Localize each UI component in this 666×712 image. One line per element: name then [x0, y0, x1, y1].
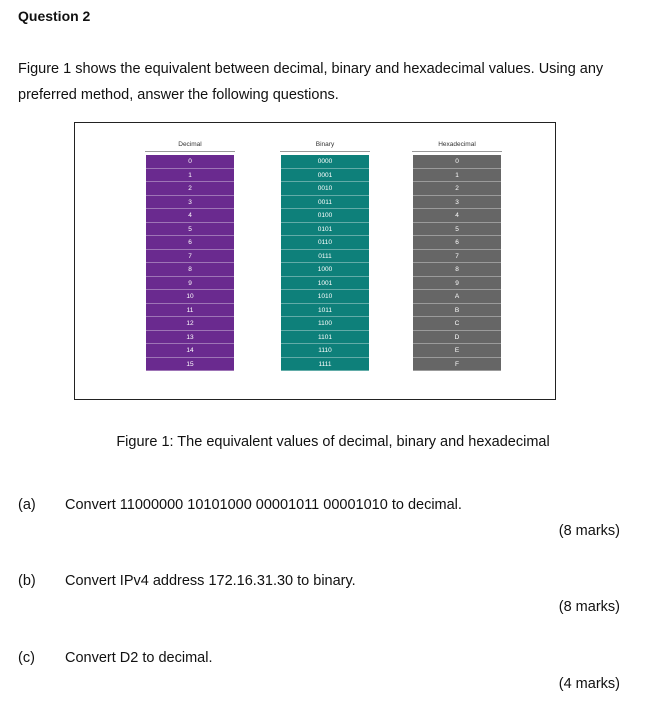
binary-cell: 0000: [281, 155, 369, 169]
hexadecimal-column-header: Hexadecimal: [412, 141, 502, 152]
hexadecimal-cell: 5: [413, 223, 501, 237]
binary-cell: 1110: [281, 344, 369, 358]
binary-cell: 1100: [281, 317, 369, 331]
hexadecimal-cell: 8: [413, 263, 501, 277]
part-b-marks: (8 marks): [558, 599, 620, 615]
part-b-label: (b): [18, 573, 36, 589]
hexadecimal-cell: E: [413, 344, 501, 358]
hexadecimal-cell: C: [413, 317, 501, 331]
hexadecimal-column: [413, 141, 501, 371]
binary-column: [281, 141, 369, 371]
question-intro: Figure 1 shows the equivalent between decimal, binary and hexadecimal values. Using any preferred method, answer the following questions.: [18, 61, 604, 103]
binary-cell: 1000: [281, 263, 369, 277]
decimal-cell: 4: [146, 209, 234, 223]
decimal-cell: 10: [146, 290, 234, 304]
decimal-cell: 0: [146, 155, 234, 169]
decimal-cell: 13: [146, 331, 234, 345]
decimal-cell: 5: [146, 223, 234, 237]
binary-cell: 0111: [281, 250, 369, 264]
binary-cell: 0010: [281, 182, 369, 196]
hexadecimal-cell: 0: [413, 155, 501, 169]
figure-caption: Figure 1: The equivalent values of decimal, binary and hexadecimal: [116, 434, 550, 450]
decimal-cell: 1: [146, 169, 234, 183]
decimal-column-header: Decimal: [145, 141, 235, 152]
hexadecimal-cell: 2: [413, 182, 501, 196]
part-c-marks: (4 marks): [558, 676, 620, 692]
decimal-cell: 15: [146, 358, 234, 372]
hexadecimal-cell: 1: [413, 169, 501, 183]
binary-cell: 0011: [281, 196, 369, 210]
hexadecimal-cell: D: [413, 331, 501, 345]
decimal-cell: 12: [146, 317, 234, 331]
hexadecimal-cell: F: [413, 358, 501, 372]
part-c-text: Convert D2 to decimal.: [65, 650, 213, 666]
binary-cell: 1001: [281, 277, 369, 291]
part-b-text: Convert IPv4 address 172.16.31.30 to binary.: [65, 573, 356, 589]
binary-cell: 0110: [281, 236, 369, 250]
decimal-cell: 14: [146, 344, 234, 358]
decimal-cell: 2: [146, 182, 234, 196]
decimal-cell: 11: [146, 304, 234, 318]
binary-cell: 1101: [281, 331, 369, 345]
binary-column-header: Binary: [280, 141, 370, 152]
binary-cell: 1111: [281, 358, 369, 372]
part-a-text: Convert 11000000 10101000 00001011 00001010 to decimal.: [65, 497, 462, 513]
decimal-cell: 3: [146, 196, 234, 210]
part-a-marks: (8 marks): [558, 523, 620, 539]
hexadecimal-cell: 7: [413, 250, 501, 264]
binary-cell: 0001: [281, 169, 369, 183]
question-title: Question 2: [18, 8, 91, 24]
hexadecimal-cell: 6: [413, 236, 501, 250]
hexadecimal-cell: B: [413, 304, 501, 318]
decimal-cell: 8: [146, 263, 234, 277]
binary-cell: 0100: [281, 209, 369, 223]
decimal-column: [146, 141, 234, 371]
part-c-label: (c): [18, 650, 35, 666]
hexadecimal-cell: 4: [413, 209, 501, 223]
hexadecimal-cell: 9: [413, 277, 501, 291]
hexadecimal-cell: A: [413, 290, 501, 304]
binary-cell: 1010: [281, 290, 369, 304]
conversion-figure: [74, 122, 556, 400]
decimal-cell: 6: [146, 236, 234, 250]
part-a-label: (a): [18, 497, 36, 513]
hexadecimal-cell: 3: [413, 196, 501, 210]
binary-cell: 0101: [281, 223, 369, 237]
decimal-cell: 9: [146, 277, 234, 291]
binary-cell: 1011: [281, 304, 369, 318]
decimal-cell: 7: [146, 250, 234, 264]
